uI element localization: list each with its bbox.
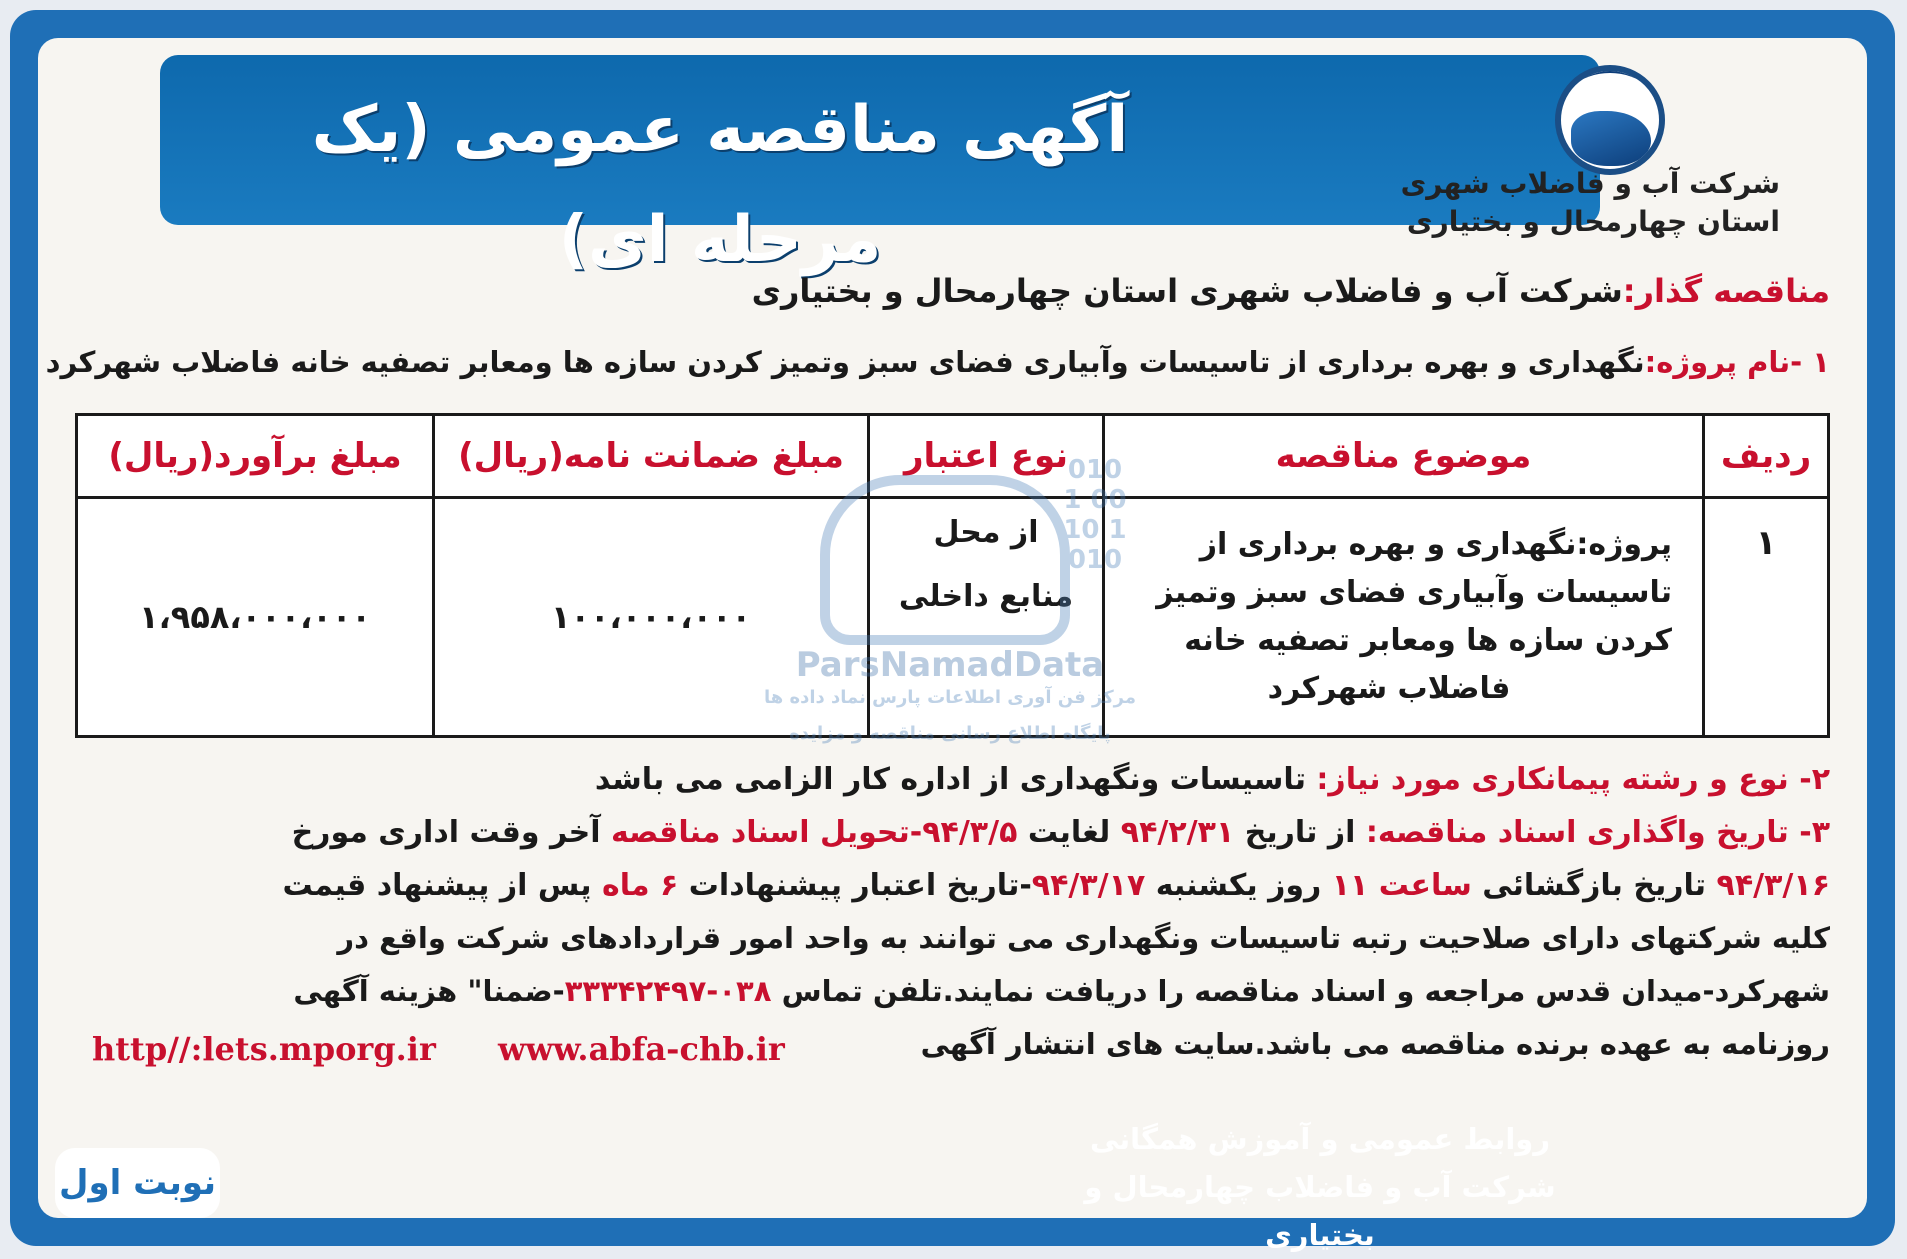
body-line-3: روزنامه به عهده برنده مناقصه می باشد.سایت های انتشار آگهی xyxy=(920,1027,1830,1061)
row-estimate: ۱،۹۵۸،۰۰۰،۰۰۰ xyxy=(77,498,434,737)
header-subject: موضوع مناقصه xyxy=(1104,415,1704,498)
subject-line: فاضلاب شهرکرد xyxy=(1267,671,1511,706)
validity-value: ۶ ماه xyxy=(602,868,679,903)
watermark-sub-2: پایگاه اطلاع رسانی مناقصه و مزایده xyxy=(789,723,1111,744)
item-3-line xyxy=(292,815,1830,850)
watermark-sub-1: مرکز فن آوری اطلاعات پارس نماد داده ها xyxy=(763,687,1137,708)
project-label: ۱ -نام پروژه: xyxy=(1644,345,1830,379)
item-2-line xyxy=(595,762,1830,797)
delivery-date: ۹۴/۳/۱۶ xyxy=(1716,868,1830,903)
header-credit-type: نوع اعتبار xyxy=(869,415,1104,498)
contact-phone: ۰۳۸-۳۳۳۴۲۴۹۷ xyxy=(564,974,772,1008)
row-number: ۱ xyxy=(1704,498,1829,737)
body-line-2 xyxy=(293,974,1830,1008)
tenderer-value: شرکت آب و فاضلاب شهری استان چهارمحال و بختیاری xyxy=(751,272,1623,310)
opening-label: تاریخ بازگشائی xyxy=(1482,868,1707,903)
opening-date: ۹۴/۳/۱۷ xyxy=(1031,868,1146,903)
footer-line-2: شرکت آب و فاضلاب چهارمحال و بختیاری xyxy=(1084,1170,1556,1252)
tenderer-line xyxy=(752,272,1830,310)
subject-line: کردن سازه ها ومعابر تصفیه خانه xyxy=(1184,623,1672,658)
item-3-delivery-label: -تحویل اسناد مناقصه xyxy=(610,815,923,850)
body-line-2-b: -ضمنا" هزینه آگهی xyxy=(293,974,565,1008)
footer-signature xyxy=(1050,1115,1590,1252)
project-value: نگهداری و بهره برداری از تاسیسات وآبیاری فضای سبز وتمیز کردن سازه ها ومعابر تصفیه خانه فاضلاب شهرکرد xyxy=(45,345,1645,379)
parsnamad-watermark xyxy=(760,455,1140,744)
body-line-1: کلیه شرکتهای دارای صلاحیت رتبه تاسیسات ونگهداری می توانند به واحد امور قراردادهای شرکت واقع در xyxy=(337,921,1830,955)
item-3-to: لغایت xyxy=(1027,815,1111,850)
item-3-label: ۳- تاریخ واگذاری اسناد مناقصه: xyxy=(1365,815,1830,850)
subject-line: تاسیسات وآبیاری فضای سبز وتمیز xyxy=(1156,575,1672,610)
url-mporg-link[interactable]: http//:lets.mporg.ir xyxy=(92,1030,436,1068)
validity-label: -تاریخ اعتبار پیشنهادات xyxy=(688,868,1032,903)
item-2-label: ۲- نوع و رشته پیمانکاری مورد نیاز: xyxy=(1316,762,1830,797)
item-3-delivery-tail: آخر وقت اداری مورخ xyxy=(291,815,601,850)
validity-tail: پس از پیشنهاد قیمت xyxy=(282,868,592,903)
item-3-line-2 xyxy=(282,868,1830,903)
company-line-2: استان چهارمحال و بختیاری xyxy=(1406,205,1780,238)
item-3-date-to: ۹۴/۳/۵ xyxy=(922,815,1018,850)
logo-arc-icon xyxy=(1555,65,1665,175)
item-3-from: از تاریخ xyxy=(1244,815,1356,850)
item-3-date-from: ۹۴/۲/۳۱ xyxy=(1120,815,1235,850)
url-abfa-link[interactable]: www.abfa-chb.ir xyxy=(498,1030,785,1068)
publication-turn-badge: نوبت اول xyxy=(55,1148,220,1218)
watermark-bits: 0101 0010 1010 xyxy=(1063,455,1127,575)
header-estimate: مبلغ برآورد(ریال) xyxy=(77,415,434,498)
watermark-brand: ParsNamadData xyxy=(795,645,1105,685)
tenderer-label: مناقصه گذار: xyxy=(1622,272,1830,310)
footer-line-1: روابط عمومی و آموزش همگانی xyxy=(1089,1122,1551,1156)
row-guarantee: ۱۰۰،۰۰۰،۰۰۰ xyxy=(434,498,869,737)
body-line-2-a: شهرکرد-میدان قدس مراجعه و اسناد مناقصه را دریافت نمایند.تلفن تماس xyxy=(781,974,1830,1008)
row-subject xyxy=(1104,498,1704,737)
subject-line: پروژه:نگهداری و بهره برداری از xyxy=(1199,527,1672,562)
ad-title: آگهی مناقصه عمومی (یک مرحله ای) xyxy=(311,93,1129,277)
header-guarantee: مبلغ ضمانت نامه(ریال) xyxy=(434,415,869,498)
credit-line: منابع داخلی xyxy=(898,579,1074,614)
project-line xyxy=(46,345,1830,379)
credit-line: از محل xyxy=(933,515,1039,550)
header-row-number: ردیف xyxy=(1704,415,1829,498)
water-company-logo-icon xyxy=(1555,65,1665,175)
watermark-shape-icon xyxy=(820,475,1070,645)
company-name xyxy=(1400,165,1780,245)
company-line-1: شرکت آب و فاضلاب شهری xyxy=(1400,167,1780,200)
item-2-value: تاسیسات ونگهداری از اداره کار الزامی می باشد xyxy=(594,762,1306,797)
opening-day: روز یکشنبه xyxy=(1155,868,1322,903)
opening-time: ساعت ۱۱ xyxy=(1331,868,1472,903)
